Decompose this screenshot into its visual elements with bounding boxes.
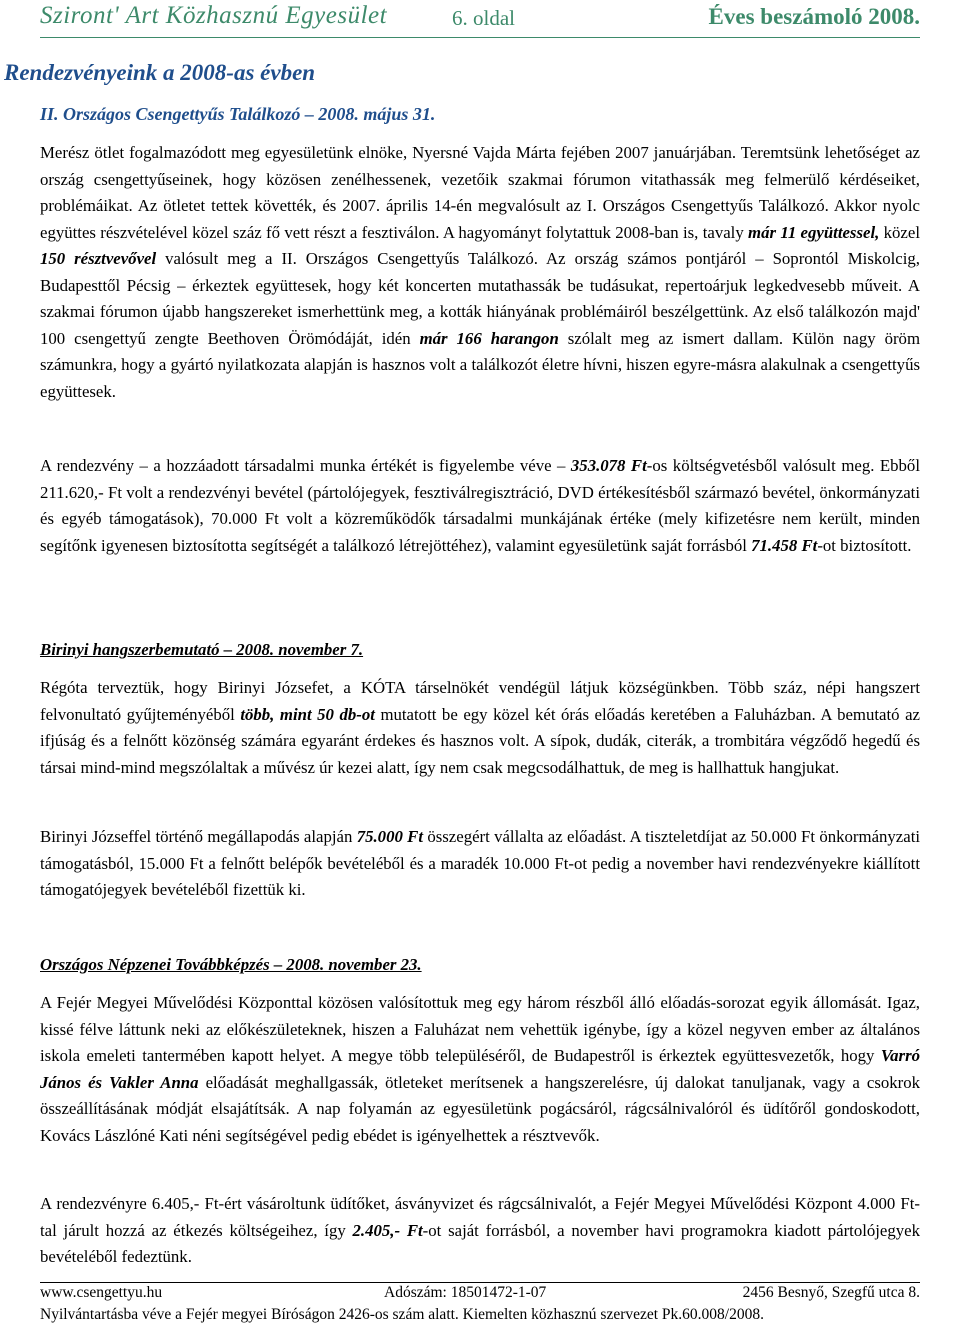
text-run: Merész ötlet fogalmazódott meg egyesületünk elnöke, Nyersné Vajda Márta fejében 2007 januárjában. Teremtsünk lehetőséget az ország csengettyűseinek, hogy közösen zenélhessenek, vezetőik szakmai fórumon vitathassák meg felmerülő kérdéseiket, problémáikat. Az ötletet tettek követték, és 2007. április 14-én megvalósult az I. Országos Csengettyűs Találkozó. Akkor nyolc együttes részvételével közel száz fő vett részt a fesztiválon. A hagyományt folytattuk 2008-ban is, tavaly (40, 143, 920, 242)
text-run: -ot biztosított. (817, 535, 912, 555)
section1-title: II. Országos Csengettyűs Találkozó – 2008. május 31. (40, 104, 436, 124)
section2-paragraph2 (40, 824, 920, 904)
emphasis-run: 2.405,- Ft (352, 1220, 423, 1240)
text-run: -ot saját forrásból, a november havi programokra kiadott pártolójegyek bevételéből fedeztünk. (40, 1220, 920, 1266)
text-run: -os költségvetésből valósult meg. Ebből 211.620,- Ft volt a rendezvényi bevétel (pártolójegyek, fesztiválregisztráció, DVD értékesítésből származó bevétel, önkormányzati és egyéb támogatások), 70.000 Ft volt a közreműködők társadalmi munkájának értéke (mely kifizetésre nem került, minden segítőnk igyenesen biztosította segítségét a találkozó létrejöttéhez), valamint egyesületünk saját forrásból (40, 456, 920, 555)
text-run: Birinyi Józseffel történő megállapodás alapján (40, 827, 357, 846)
emphasis-run: Varró János és Vakler Anna (40, 1046, 920, 1092)
page-footer (40, 1284, 920, 1306)
text-run: előadását meghallgassák, ötleteket merítsenek a hangszerelésre, új dalokat tanuljanak, vagy a csokrok összeállításának módját elsajátítsák. A nap folyamán az egyesületünk pogácsáról, rágcsálnivalóról és üdítőről gondoskodott, Kovács Lászlóné Kati néni segítségével pedig ebédet is igényelhettek a résztvevők. (40, 1072, 920, 1145)
page-header (0, 0, 960, 38)
emphasis-run: 150 résztvevővel (40, 249, 157, 268)
text-run: A rendezvényre 6.405,- Ft-ért vásároltunk üdítőket, ásványvizet és rágcsálnivalót, a Fejér Megyei Művelődési Központ 4.000 Ft-tal járult hozzá az étkezés költségeihez, így (40, 1194, 920, 1240)
footer-website[interactable]: www.csengettyu.hu (40, 1284, 163, 1301)
org-name: Sziront' Art Közhasznú Egyesület (40, 2, 388, 29)
report-title: Éves beszámoló 2008. (708, 4, 920, 29)
document-title: Rendezvényeink a 2008-as évben (4, 60, 316, 85)
text-run: A rendezvény – a hozzáadott társadalmi munka értékét is figyelembe véve – (40, 456, 571, 475)
section3-paragraph1 (40, 990, 920, 1149)
section3-paragraph2 (40, 1191, 920, 1271)
section2-title: Birinyi hangszerbemutató – 2008. november 7. (40, 640, 364, 659)
section2-paragraph1 (40, 675, 920, 781)
section1-paragraph1 (40, 140, 920, 405)
emphasis-run: 75.000 Ft (356, 827, 424, 846)
footer-divider (40, 1282, 920, 1283)
text-run: közel (879, 222, 920, 242)
text-run: összegért vállalta az előadást. A tiszteletdíjat az 50.000 Ft önkormányzati támogatásból, 15.000 Ft a felnőtt belépők bevételéből és a maradék 10.000 Ft-ot pedig a november havi rendezvényekre kiállított támogatójegyek bevételéből fizettük ki. (40, 827, 921, 899)
footer-tax-id: Adószám: 18501472-1-07 (384, 1284, 547, 1301)
emphasis-run: 71.458 Ft (751, 535, 818, 555)
text-run: szólalt meg az ismert dallam. Külön nagy öröm számunkra, hogy a gyártó nyilatkozata alapján is hasznos volt a találkozót életre hívni, hiszen egyre-másra alakulnak a csengettyűs együttesek. (40, 328, 920, 401)
emphasis-run: már 166 harangon (419, 328, 559, 348)
text-run: mutatott be egy közel két órás előadás keretében a Faluházban. A bemutató az ifjúság és a felnőtt közönség számára egyaránt érdekes és hasznos volt. A sípok, dudák, citerák, a trombitára végződő hegedű és társai mind-mind megszólaltak a művész úr kezei alatt, így nem csak megcsodálhattuk, de meg is hallhattuk hangjukat. (40, 704, 920, 777)
emphasis-run: már 11 együttessel, (748, 222, 880, 242)
emphasis-run: 353.078 Ft (570, 456, 647, 475)
footer-registration: Nyilvántartásba véve a Fejér megyei Bíróságon 2426-os szám alatt. Kiemelten közhasznú szervezet Pk.60.008/2008. (40, 1306, 764, 1323)
footer-address: 2456 Besnyő, Szegfű utca 8. (742, 1284, 920, 1301)
text-run: Régóta terveztük, hogy Birinyi Józsefet, a KÓTA társelnökét vendégül látjuk községünkben. Több száz, népi hangszert felvonultató gyűjteményéből (40, 678, 920, 724)
text-run: valósult meg a II. Országos Csengettyűs Találkozó. Az ország számos pontjáról – Soprontól Miskolcig, Budapesttől Pécsig – érkeztek együttesek, hogy két koncerten mutathassák be tudásukat, repertoárjuk legkedvesebb műveit. A szakmai fórumon újabb hangszereket ismerhettünk meg, a kották hiányának problémáiról beszélgettünk. Az első találkozón majd' 100 csengettyű zengte Beethoven Örömódáját, idén (40, 249, 920, 348)
section3-title: Országos Népzenei Továbbképzés – 2008. november 23. (40, 955, 422, 974)
section1-paragraph2 (40, 453, 920, 559)
emphasis-run: több, mint 50 db-ot (240, 704, 375, 724)
text-run: A Fejér Megyei Művelődési Központtal közösen valósítottuk meg egy három részből álló előadás-sorozat egyik állomását. Igaz, kissé félve láttunk neki az előkészületeknek, hiszen a Faluházat nem vehettük igénybe, így a közel negyven ember az általános iskola emeleti tantermében kapott helyet. A megye több településéről, de Budapestről is érkeztek együttesvezetők, hogy (40, 993, 920, 1065)
header-divider (40, 37, 920, 38)
page-number: 6. oldal (452, 6, 515, 30)
